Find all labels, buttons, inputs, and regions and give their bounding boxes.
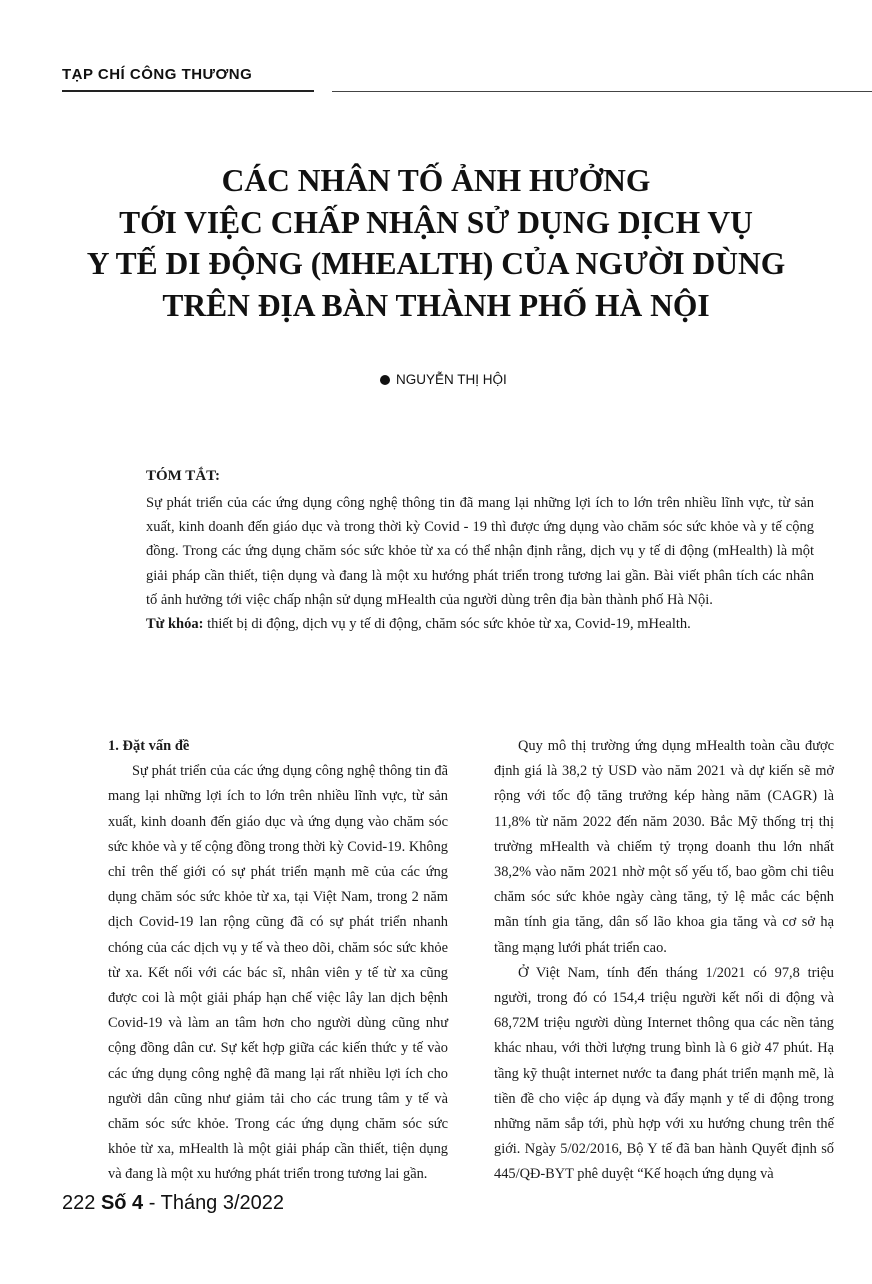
title-line: CÁC NHÂN TỐ ẢNH HƯỞNG	[221, 163, 651, 198]
title-line: TỚI VIỆC CHẤP NHẬN SỬ DỤNG DỊCH VỤ	[119, 204, 753, 240]
abstract	[146, 468, 814, 636]
body-paragraph: Quy mô thị trường ứng dụng mHealth toàn cầu được định giá là 38,2 tỷ USD vào năm 2021 và dự kiến sẽ mở rộng với tốc độ tăng trưởng kép hàng năm (CAGR) là 11,8% từ năm 2022 đến năm 2030. Bắc Mỹ thống trị thị trường mHealth và chiếm tỷ trọng doanh thu lớn nhất 38,2% vào năm 2021 nhờ một số yếu tố, bao gồm chi tiêu chăm sóc sức khỏe ngày càng tăng, tỷ lệ mắc các bệnh mãn tính gia tăng, dân số lão khoa gia tăng và cơ sở hạ tầng mạng lưới phát triển cao.	[494, 738, 834, 956]
body-paragraph: Ở Việt Nam, tính đến tháng 1/2021 có 97,8 triệu người, trong đó có 154,4 triệu người kết nối di động và 68,72M triệu người dùng Internet thông qua các nền tảng khác nhau, với thời lượng trung bình là 6 giờ 47 phút. Hạ tầng kỹ thuật internet nước ta đang phát triển mạnh mẽ, là tiền đề cho việc áp dụng và đẩy mạnh y tế di động trong những năm sắp tới, phù hợp với xu hướng chung trên thế giới. Ngày 5/02/2016, Bộ Y tế đã ban hành Quyết định số 445/QĐ-BYT phê duyệt “Kế hoạch ứng dụng và	[494, 964, 834, 1183]
author-name: NGUYỄN THỊ HỘI	[396, 372, 507, 387]
abstract-heading: TÓM TẮT:	[146, 468, 221, 484]
title-line: Y TẾ DI ĐỘNG (MHEALTH) CỦA NGƯỜI DÙNG	[86, 246, 786, 281]
keywords-label: Từ khóa:	[146, 616, 204, 633]
bullet-icon	[380, 375, 390, 385]
article-title	[60, 160, 812, 326]
page-number: 222	[62, 1192, 96, 1214]
page-footer	[62, 1192, 284, 1215]
abstract-text: Sự phát triển của các ứng dụng công nghệ thông tin đã mang lại những lợi ích to lớn trên nhiều lĩnh vực, từ sản xuất, kinh doanh đến giáo dục và trong thời kỳ Covid - 19 thì được ứng dụng vào chăm sóc sức khỏe và y tế cộng đồng. Trong các ứng dụng chăm sóc sức khỏe từ xa có thể nhận định rằng, dịch vụ y tế di động (mHealth) là một giải pháp cần thiết, tiện dụng và đang là một xu hướng phát triển trong tương lai gần. Bài viết phân tích các nhân tố ảnh hưởng tới việc chấp nhận sử dụng mHealth của người dùng trên địa bàn thành phố Hà Nội.	[146, 495, 814, 608]
journal-header: TẠP CHÍ CÔNG THƯƠNG	[62, 66, 253, 83]
author-line	[380, 372, 507, 387]
header-rule-thick	[62, 90, 314, 92]
section-heading: 1. Đặt vấn đề	[108, 738, 190, 754]
body-column-right	[494, 734, 834, 1188]
body-column-left	[108, 734, 448, 1188]
keywords-list: thiết bị di động, dịch vụ y tế di động, chăm sóc sức khỏe từ xa, Covid-19, mHealth.	[203, 616, 691, 633]
body-paragraph: Sự phát triển của các ứng dụng công nghệ thông tin đã mang lại những lợi ích to lớn trên nhiều lĩnh vực, từ sản xuất, kinh doanh đến giáo dục và ứng dụng vào chăm sóc sức khỏe và y tế cộng đồng trong thời kỳ Covid-19. Không chỉ trên thế giới có sự phát triển mạnh mẽ của các ứng dụng chăm sóc sức khỏe từ xa, tại Việt Nam, trong 2 năm dịch Covid-19 lan rộng cũng đã có sự phát triển nhanh chóng của các dịch vụ y tế và theo dõi, chăm sóc sức khỏe từ xa. Kết nối với các bác sĩ, nhân viên y tế từ xa cũng được coi là một giải pháp hạn chế việc lây lan dịch bệnh Covid-19 và làm an tâm hơn cho người dùng cũng như cộng đồng dân cư. Sự kết hợp giữa các kiến thức y tế vào các ứng dụng công nghệ đã mang lại rất nhiều lợi ích cho người dân cũng như giảm tải cho các trung tâm y tế và chăm sóc sức khỏe. Trong các ứng dụng chăm sóc sức khỏe từ xa, mHealth là một giải pháp cần thiết, tiện dụng và đang là một xu hướng phát triển trong tương lai gần.	[108, 763, 448, 1183]
title-line: TRÊN ĐỊA BÀN THÀNH PHỐ HÀ NỘI	[162, 287, 710, 323]
header-rule-thin	[332, 91, 872, 92]
issue-date: - Tháng 3/2022	[143, 1192, 285, 1214]
issue-number: Số 4	[100, 1192, 144, 1214]
keywords	[146, 612, 814, 636]
